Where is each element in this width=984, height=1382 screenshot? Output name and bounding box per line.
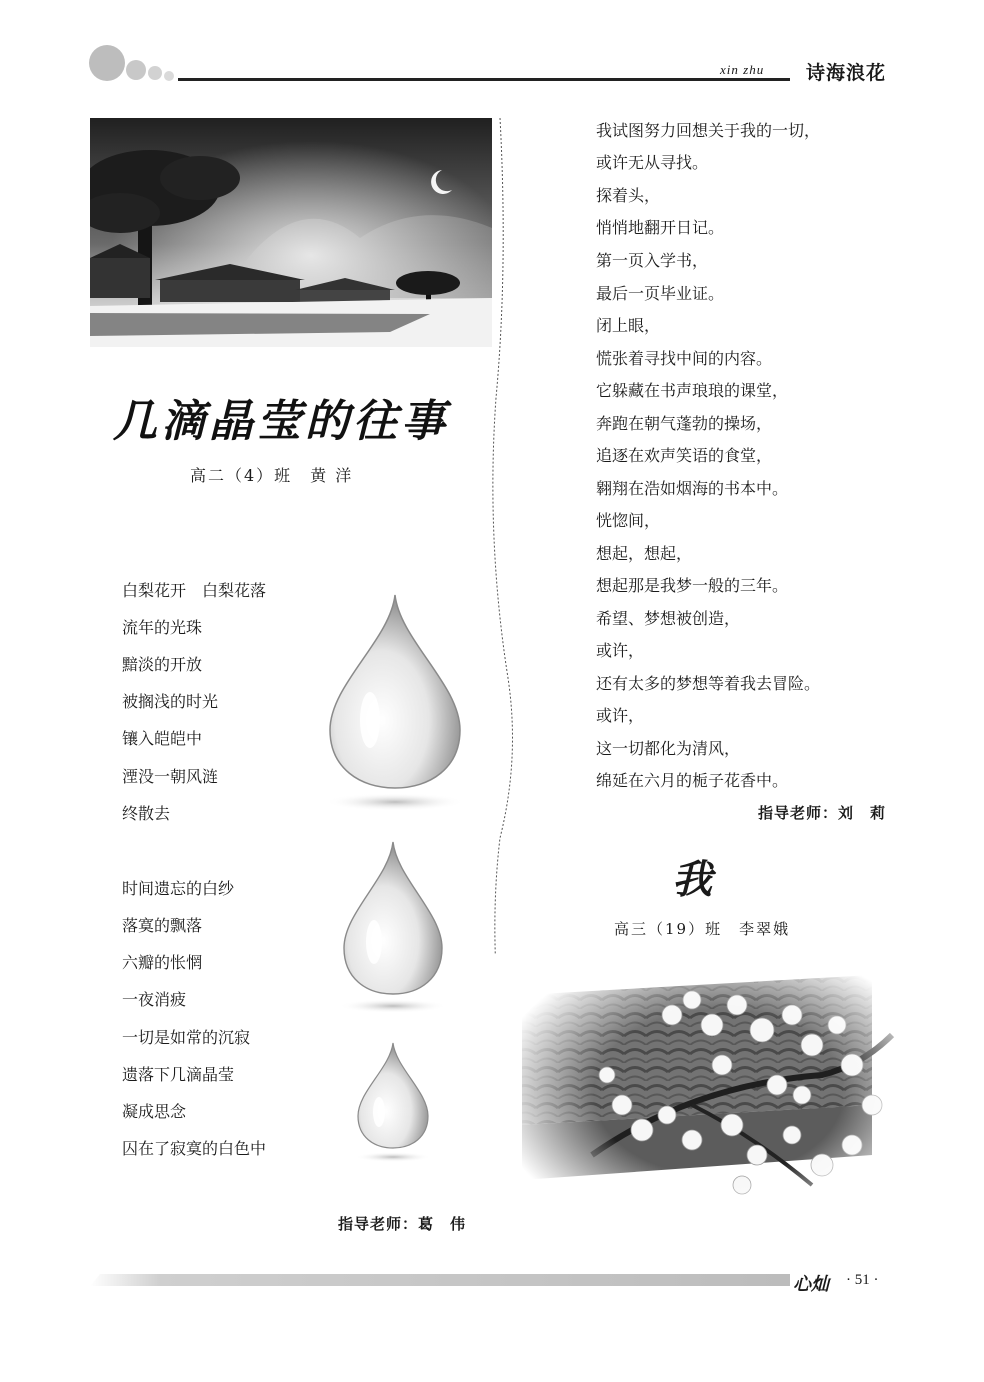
footer-bar xyxy=(90,1274,790,1286)
poem-byline: 高二（4）班 黄 洋 xyxy=(190,466,354,485)
water-drop-large-icon xyxy=(320,590,470,815)
teacher-credit-2: 指导老师：刘 莉 xyxy=(758,804,887,822)
poem-line: 我试图努力回想关于我的一切， xyxy=(596,121,821,140)
poem-line: 时间遗忘的白纱 xyxy=(122,879,235,898)
magazine-name: 心灿 xyxy=(793,1274,829,1295)
poem-line: 想起那是我梦一般的三年。 xyxy=(596,576,789,595)
poem-line: 被搁浅的时光 xyxy=(122,692,219,711)
poem-line: 流年的光珠 xyxy=(122,618,203,637)
poem-line: 或许， xyxy=(596,641,645,660)
poem-line: 落寞的飘落 xyxy=(122,916,203,935)
poem-line: 追逐在欢声笑语的食堂， xyxy=(596,446,773,465)
poem-line: 湮没一朝风涟 xyxy=(122,767,219,786)
poem-3-byline: 高三（19）班 李翠娥 xyxy=(614,920,791,938)
poem-line: 最后一页毕业证。 xyxy=(596,284,725,303)
water-drop-medium-icon xyxy=(336,838,450,1016)
poem-line: 闭上眼， xyxy=(596,316,661,335)
poem-3-title: 我 xyxy=(672,856,712,903)
header-circle-tiny xyxy=(164,71,174,81)
poem-line: 悄悄地翻开日记。 xyxy=(596,218,725,237)
poem-line: 第一页入学书， xyxy=(596,251,709,270)
poem-line: 或许无从寻找。 xyxy=(596,153,709,172)
poem-line: 探着头， xyxy=(596,186,661,205)
water-drop-small-icon xyxy=(352,1040,434,1164)
poem-line: 希望、梦想被创造， xyxy=(596,609,741,628)
poem-line: 一切是如常的沉寂 xyxy=(122,1028,251,1047)
poem-title: 几滴晶莹的往事 xyxy=(113,396,449,447)
poem-line: 想起，想起， xyxy=(596,544,693,563)
header-circle-large xyxy=(89,45,125,81)
poem-line: 黯淡的开放 xyxy=(122,655,203,674)
poem-line: 终散去 xyxy=(122,804,171,823)
poem-line: 或许， xyxy=(596,706,645,725)
blossom-roof-photo xyxy=(492,955,904,1230)
column-title: 诗海浪花 xyxy=(806,62,887,84)
poem-line: 白梨花开 白梨花落 xyxy=(122,581,267,600)
header-circle-medium xyxy=(126,60,146,80)
header-rule xyxy=(178,78,790,81)
poem-line: 翱翔在浩如烟海的书本中。 xyxy=(596,479,789,498)
poem-line: 绵延在六月的栀子花香中。 xyxy=(596,771,789,790)
header-circle-small xyxy=(148,66,162,80)
poem-line: 凝成思念 xyxy=(122,1102,187,1121)
poem-line: 它躲藏在书声琅琅的课堂， xyxy=(596,381,789,400)
poem-line: 镶入皑皑中 xyxy=(122,729,203,748)
poem-line: 恍惚间， xyxy=(596,511,661,530)
poem-line: 六瓣的怅惘 xyxy=(122,953,203,972)
poem-line: 还有太多的梦想等着我去冒险。 xyxy=(596,674,821,693)
poem-line: 一夜消疲 xyxy=(122,990,187,1009)
header-roman: xin zhu xyxy=(720,62,765,77)
page-number: · 51 · xyxy=(846,1272,879,1288)
poem-line: 这一切都化为清风， xyxy=(596,739,741,758)
poem-line: 慌张着寻找中间的内容。 xyxy=(596,349,773,368)
poem-line: 遗落下几滴晶莹 xyxy=(122,1065,235,1084)
village-moon-photo xyxy=(90,118,492,347)
teacher-credit-1: 指导老师：葛 伟 xyxy=(338,1215,467,1233)
poem-line: 囚在了寂寞的白色中 xyxy=(122,1139,267,1158)
poem-line: 奔跑在朝气蓬勃的操场， xyxy=(596,414,773,433)
